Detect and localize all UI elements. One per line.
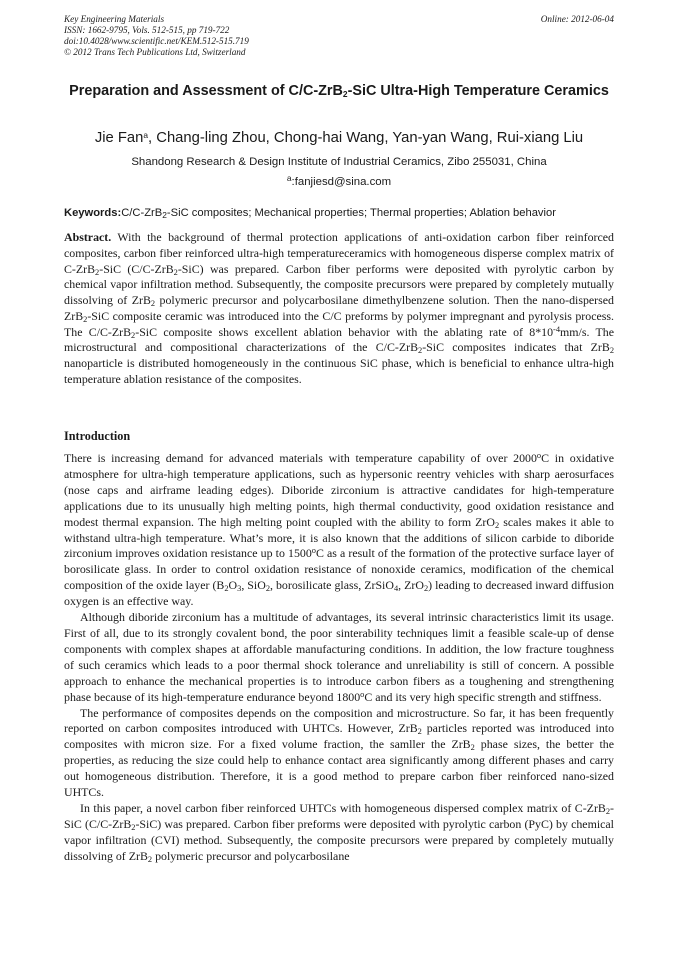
- section-heading-introduction: Introduction: [64, 429, 131, 443]
- other-authors: , Chang-ling Zhou, Chong-hai Wang, Yan-yan Wang, Rui-xiang Liu: [148, 130, 584, 146]
- subscript: 2: [609, 346, 614, 356]
- subscript: 2: [605, 806, 611, 816]
- subscript: 2: [265, 584, 270, 594]
- subscript: 4: [393, 584, 399, 594]
- paragraph-text: C and its very high specific strength and stiffness.: [364, 689, 602, 704]
- author-superscript: a: [143, 130, 149, 140]
- title-text: Preparation and Assessment of C/C-ZrB: [69, 83, 343, 99]
- subscript: 2: [224, 584, 229, 594]
- subscript: 2: [173, 267, 178, 277]
- abstract-text: nanoparticle is distributed homogeneously in the continuous SiC phase, which is beneficial to enhance ultra-high temperature ablation resistance of the composites.: [64, 356, 614, 386]
- abstract-text: -SiC) was prepared. Carbon fiber performs were deposited with pyrolytic carbon by chemical vapor infiltration method. Subsequently, the composite precursors were prepared by completely mutually dissolving of ZrB: [64, 261, 614, 307]
- subscript: 2: [83, 314, 88, 324]
- journal-header: [64, 14, 249, 58]
- subscript: 2: [423, 584, 429, 594]
- issn-line: ISSN: 1662-9795, Vols. 512-515, pp 719-722: [64, 25, 230, 35]
- paragraph-text: The performance of composites depends on the composition and microstructure. So far, it has been frequently reported on carbon composites introduced with UHTCs. However, ZrB: [64, 705, 614, 736]
- paragraph-text: , ZrO: [398, 578, 424, 593]
- keywords-text: C/C-ZrB: [121, 207, 163, 219]
- title-subscript: 2: [342, 89, 348, 99]
- keywords-line: [64, 207, 619, 219]
- paragraph-text: ) leading to decreased inward diffusion oxygen is an effective way.: [64, 578, 614, 609]
- subscript: 2: [417, 727, 422, 737]
- subscript: 2: [147, 854, 153, 864]
- abstract-text: -SiC composite ceramic was introduced into the C/C preforms by polymer impregnant and pyrolysis process. The C/C-ZrB: [64, 308, 614, 339]
- paragraph-text: , borosilicate glass, ZrSiO: [270, 578, 394, 593]
- paragraph-text: There is increasing demand for advanced materials with temperature capability of over 2000: [64, 451, 537, 465]
- affiliation: Shandong Research & Design Institute of Industrial Ceramics, Zibo 255031, China: [131, 156, 547, 168]
- paragraph-4: [64, 801, 614, 865]
- abstract-text: mm/s. The microstructural and compositional characterizations of the C/C-ZrB: [64, 324, 614, 355]
- degree-superscript: o: [311, 546, 316, 556]
- subscript: 2: [131, 330, 136, 340]
- author-email: [40, 173, 638, 188]
- copyright-line: © 2012 Trans Tech Publications Ltd, Switzerland: [64, 47, 246, 57]
- subscript: 2: [418, 346, 423, 356]
- subscript: 2: [131, 822, 136, 832]
- paragraph-1: [64, 451, 614, 610]
- subscript: 2: [150, 299, 156, 308]
- online-date: Online: 2012-06-04: [540, 14, 614, 24]
- degree-superscript: o: [536, 451, 542, 460]
- abstract-text: With the background of thermal protection applications of anti-oxidation carbon fiber reinforced composites, carbon fiber reinforced ultra-high temperatureceramics with homogeneous disperse complex matrix of C-ZrB: [64, 230, 614, 276]
- subscript: 2: [494, 520, 500, 530]
- paragraph-text: -SiC) was prepared. Carbon fiber preforms were deposited with pyrolytic carbon (PyC) by chemical vapor infiltration (CVI) method. Subsequently, the composite precursors were prepared by completely mutually dissolving of ZrB: [64, 816, 614, 863]
- paragraph-text: , SiO: [241, 578, 266, 593]
- abstract: [64, 230, 614, 388]
- subscript: 2: [470, 743, 475, 753]
- paragraph-text: -SiC (C/C-ZrB: [64, 800, 614, 831]
- superscript: -4: [553, 324, 561, 334]
- author-list: [40, 130, 638, 146]
- title-text-end: -SiC Ultra-High Temperature Ceramics: [347, 83, 609, 99]
- paragraph-text: polymeric precursor and polycarbosilane: [152, 848, 350, 863]
- paragraph-text: C as a result of the formation of the protective surface layer of borosilicate glass. In order to control oxidation resistance of nonoxide ceramics, modification of the chemical composition of the oxide layer (B: [64, 546, 614, 593]
- paragraph-text: C in oxidative atmosphere for ultra-high temperature applications, such as hypersonic reentry vehicles with sharp aerosurfaces (nose caps and airframe leading edges). Diboride zirconium is attractive candidates for high-temperature applications due to its unusually high melting points, high thermal conductivity, good oxidation resistance and modest thermal expansion. The high melting point coupled with the ability to form ZrO: [64, 451, 615, 529]
- keywords-text-end: -SiC composites; Mechanical properties; Thermal properties; Ablation behavior: [166, 207, 556, 219]
- paragraph-3: [64, 706, 614, 801]
- degree-superscript: o: [360, 689, 365, 699]
- abstract-text: -SiC composite shows excellent ablation behavior with the ablating rate of 8*10: [135, 324, 554, 339]
- paragraph-text: O: [228, 578, 238, 593]
- journal-name: Key Engineering Materials: [64, 14, 165, 24]
- abstract-label: Abstract.: [64, 230, 112, 244]
- paragraph-text: scales makes it able to withstand ultra-high temperature. What’s more, it is also known that the additions of silicon carbide to diboride zirconium improves oxidation resistance up to 1500: [64, 514, 614, 561]
- subscript: 2: [95, 267, 100, 277]
- keywords-label: Keywords:: [64, 207, 122, 219]
- paragraph-text: Although diboride zirconium has a multitude of advantages, its several intrinsic characteristics limit its usage. First of all, due to its strongly covalent bond, the poor sinterability techniques limit a feasible scale-up of dense components with complex shapes at affordable manufacturing conditions. In addition, the low fracture toughness of such ceramics which leads to a poor thermal shock tolerance and unreliability is still of concern. A possible approach to enhance the mechanical properties is to introduce carbon fibers as a toughening and strengthening phase because of its high-temperature endurance beyond 1800: [64, 610, 614, 704]
- subscript: 3: [237, 584, 242, 594]
- first-author: Jie Fan: [94, 130, 144, 146]
- paragraph-text: In this paper, a novel carbon fiber reinforced UHTCs with homogeneous dispersed complex matrix of C-ZrB: [80, 800, 606, 815]
- paragraph-2: [64, 610, 614, 705]
- keywords-subscript: 2: [162, 210, 167, 220]
- abstract-text: polymeric precursor and polycarbosilane dimethylbenzene solution. Then the nano-dispersed ZrB: [64, 293, 614, 323]
- doi-line: doi:10.4028/www.scientific.net/KEM.512-515.719: [64, 36, 249, 46]
- abstract-text: -SiC composites indicates that ZrB: [422, 340, 610, 355]
- introduction-body: [64, 451, 614, 865]
- email-superscript: a: [286, 173, 292, 183]
- abstract-text: -SiC (C/C-ZrB: [99, 261, 174, 276]
- paragraph-text: phase sizes, the better the properties, as reducing the size could help to enhance contact area significantly among different phases and carry out homogeneous distribution. Therefore, it is a good method to prepare carbon fiber reinforced nano-sized UHTCs.: [64, 737, 614, 800]
- email-address: :fanjiesd@sina.com: [291, 176, 392, 188]
- paragraph-text: particles reported was introduced into composites with micron size. For a fixed volume fraction, the samller the ZrB: [64, 721, 615, 752]
- paper-title: [64, 82, 614, 100]
